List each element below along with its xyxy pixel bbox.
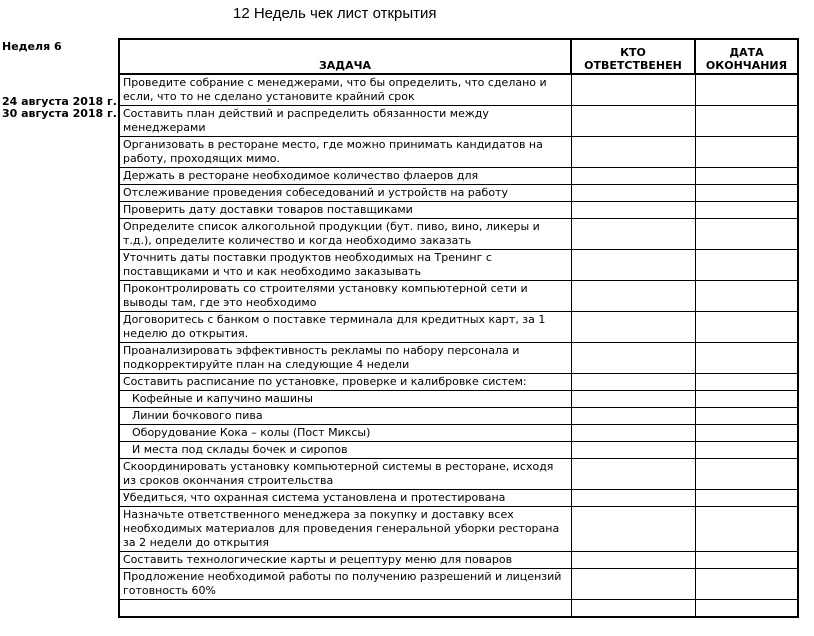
table-row bbox=[119, 168, 798, 185]
checklist-table bbox=[118, 38, 799, 618]
responsible-cell[interactable] bbox=[571, 219, 695, 250]
deadline-cell[interactable] bbox=[695, 106, 798, 137]
responsible-cell[interactable] bbox=[571, 425, 695, 442]
responsible-cell[interactable] bbox=[571, 343, 695, 374]
task-cell: Кофейные и капучино машины bbox=[119, 391, 571, 408]
deadline-cell[interactable] bbox=[695, 185, 798, 202]
table-row bbox=[119, 74, 798, 106]
deadline-cell[interactable] bbox=[695, 600, 798, 618]
table-row bbox=[119, 459, 798, 490]
responsible-cell[interactable] bbox=[571, 374, 695, 391]
deadline-cell[interactable] bbox=[695, 219, 798, 250]
responsible-cell[interactable] bbox=[571, 569, 695, 600]
task-cell: Убедиться, что охранная система установлена и протестирована bbox=[119, 490, 571, 507]
week-label: Неделя 6 bbox=[2, 40, 62, 53]
deadline-cell[interactable] bbox=[695, 490, 798, 507]
task-cell: Скоординировать установку компьютерной системы в ресторане, исходя из сроков окончания строительства bbox=[119, 459, 571, 490]
header-responsible: КТО ОТВЕТСТВЕНЕН bbox=[571, 39, 695, 74]
task-cell: Оборудование Кока – колы (Пост Миксы) bbox=[119, 425, 571, 442]
table-row bbox=[119, 106, 798, 137]
table-row bbox=[119, 490, 798, 507]
table-row bbox=[119, 425, 798, 442]
deadline-cell[interactable] bbox=[695, 459, 798, 490]
responsible-cell[interactable] bbox=[571, 552, 695, 569]
responsible-cell[interactable] bbox=[571, 442, 695, 459]
table-row bbox=[119, 343, 798, 374]
responsible-cell[interactable] bbox=[571, 507, 695, 552]
header-task: ЗАДАЧА bbox=[119, 39, 571, 74]
header-deadline: ДАТА ОКОНЧАНИЯ bbox=[695, 39, 798, 74]
responsible-cell[interactable] bbox=[571, 202, 695, 219]
table-row bbox=[119, 507, 798, 552]
task-cell: Уточнить даты поставки продуктов необходимых на Тренинг с поставщиками и что и как необходимо заказывать bbox=[119, 250, 571, 281]
responsible-cell[interactable] bbox=[571, 106, 695, 137]
task-cell: Проведите собрание с менеджерами, что бы определить, что сделано и если, что то не сделано установите крайний срок bbox=[119, 74, 571, 106]
task-cell: Договоритесь с банком о поставке терминала для кредитных карт, за 1 неделю до открытия. bbox=[119, 312, 571, 343]
deadline-cell[interactable] bbox=[695, 442, 798, 459]
table-row bbox=[119, 391, 798, 408]
deadline-cell[interactable] bbox=[695, 168, 798, 185]
deadline-cell[interactable] bbox=[695, 552, 798, 569]
task-cell: Определите список алкогольной продукции (бут. пиво, вино, ликеры и т.д.), определите количество и когда необходимо заказать bbox=[119, 219, 571, 250]
table-row bbox=[119, 312, 798, 343]
deadline-cell[interactable] bbox=[695, 374, 798, 391]
task-cell: Линии бочкового пива bbox=[119, 408, 571, 425]
deadline-cell[interactable] bbox=[695, 202, 798, 219]
table-row bbox=[119, 185, 798, 202]
table-row bbox=[119, 250, 798, 281]
deadline-cell[interactable] bbox=[695, 137, 798, 168]
responsible-cell[interactable] bbox=[571, 459, 695, 490]
deadline-cell[interactable] bbox=[695, 281, 798, 312]
table-row-empty bbox=[119, 600, 798, 618]
deadline-cell[interactable] bbox=[695, 250, 798, 281]
deadline-cell[interactable] bbox=[695, 343, 798, 374]
responsible-cell[interactable] bbox=[571, 250, 695, 281]
task-cell[interactable] bbox=[119, 600, 571, 618]
task-cell: Продложение необходимой работы по получению разрешений и лицензий готовность 60% bbox=[119, 569, 571, 600]
responsible-cell[interactable] bbox=[571, 168, 695, 185]
task-cell: И места под склады бочек и сиропов bbox=[119, 442, 571, 459]
responsible-cell[interactable] bbox=[571, 281, 695, 312]
deadline-cell[interactable] bbox=[695, 507, 798, 552]
deadline-cell[interactable] bbox=[695, 569, 798, 600]
checklist-body bbox=[119, 74, 798, 617]
header-row bbox=[119, 39, 798, 74]
task-cell: Проанализировать эффективность рекламы по набору персонала и подкорректируйте план на следующие 4 недели bbox=[119, 343, 571, 374]
deadline-cell[interactable] bbox=[695, 74, 798, 106]
deadline-cell[interactable] bbox=[695, 312, 798, 343]
responsible-cell[interactable] bbox=[571, 312, 695, 343]
deadline-cell[interactable] bbox=[695, 408, 798, 425]
table-row bbox=[119, 281, 798, 312]
table-row bbox=[119, 202, 798, 219]
task-cell: Отслеживание проведения собеседований и устройств на работу bbox=[119, 185, 571, 202]
date-end: 30 августа 2018 г. bbox=[2, 107, 117, 120]
table-row bbox=[119, 408, 798, 425]
task-cell: Назначьте ответственного менеджера за покупку и доставку всех необходимых материалов для проведения генеральной уборки ресторана за 2 недели до открытия bbox=[119, 507, 571, 552]
responsible-cell[interactable] bbox=[571, 408, 695, 425]
task-cell: Держать в ресторане необходимое количество флаеров для bbox=[119, 168, 571, 185]
page-title: 12 Недель чек лист открытия bbox=[233, 5, 437, 22]
table-row bbox=[119, 442, 798, 459]
responsible-cell[interactable] bbox=[571, 74, 695, 106]
deadline-cell[interactable] bbox=[695, 425, 798, 442]
date-start: 24 августа 2018 г. bbox=[2, 95, 117, 108]
deadline-cell[interactable] bbox=[695, 391, 798, 408]
task-cell: Проконтролировать со строителями установку компьютерной сети и выводы там, где это необходимо bbox=[119, 281, 571, 312]
task-cell: Организовать в ресторане место, где можно принимать кандидатов на работу, проходящих мимо. bbox=[119, 137, 571, 168]
table-row bbox=[119, 219, 798, 250]
responsible-cell[interactable] bbox=[571, 391, 695, 408]
table-row bbox=[119, 137, 798, 168]
task-cell: Составить план действий и распределить обязанности между менеджерами bbox=[119, 106, 571, 137]
task-cell: Составить расписание по установке, проверке и калибровке систем: bbox=[119, 374, 571, 391]
task-cell: Составить технологические карты и рецептуру меню для поваров bbox=[119, 552, 571, 569]
responsible-cell[interactable] bbox=[571, 490, 695, 507]
responsible-cell[interactable] bbox=[571, 137, 695, 168]
task-cell: Проверить дату доставки товаров поставщиками bbox=[119, 202, 571, 219]
table-row bbox=[119, 552, 798, 569]
responsible-cell[interactable] bbox=[571, 600, 695, 618]
table-row bbox=[119, 374, 798, 391]
table-row bbox=[119, 569, 798, 600]
responsible-cell[interactable] bbox=[571, 185, 695, 202]
